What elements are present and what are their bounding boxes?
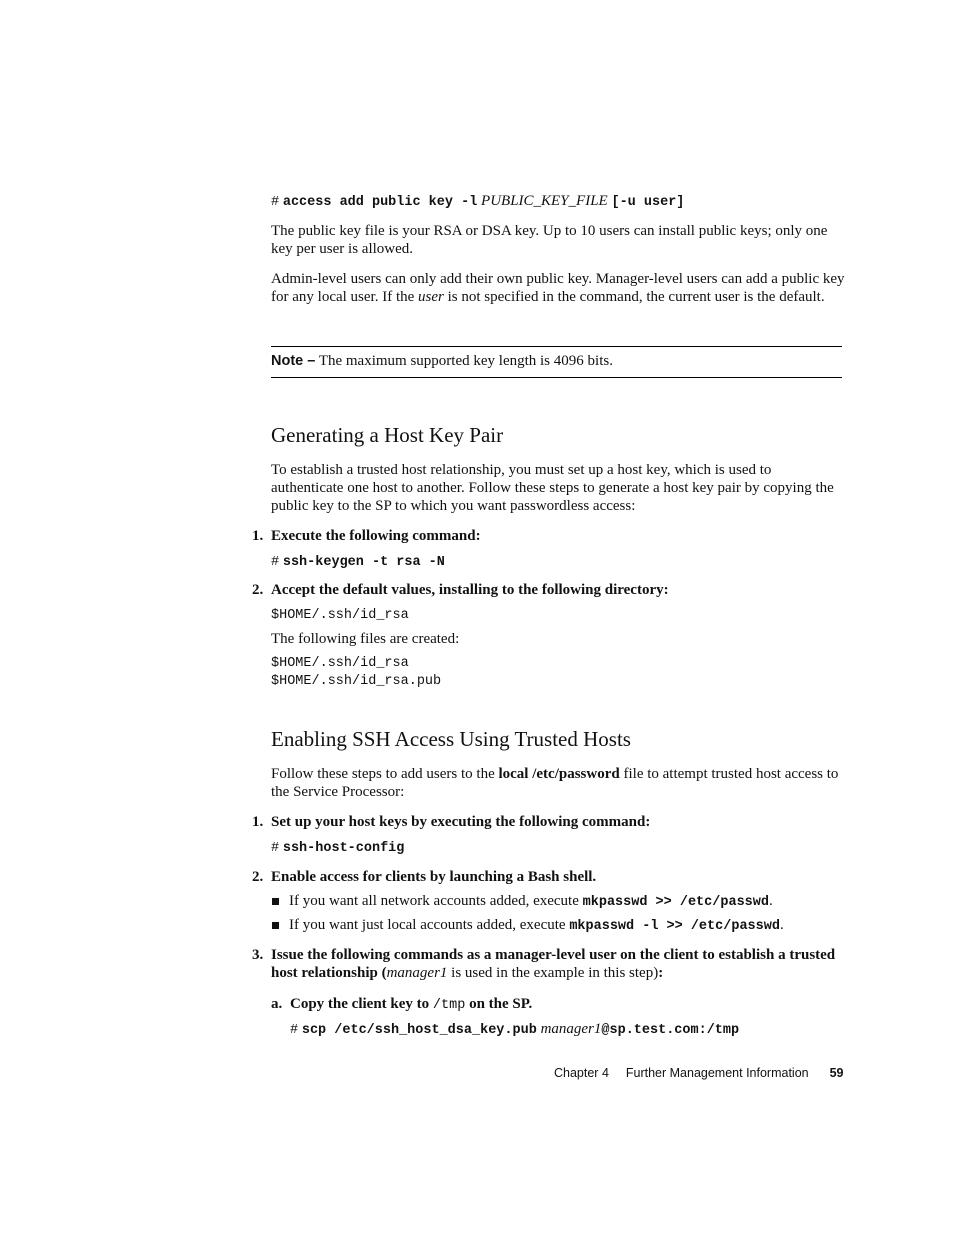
text: is used in the example in this step) bbox=[451, 965, 659, 981]
prompt: # bbox=[290, 1023, 299, 1038]
text: is not specified in the command, the current user is the default. bbox=[447, 289, 825, 305]
command: mkpasswd >> /etc/passwd bbox=[582, 895, 769, 910]
text: If you want just local accounts added, execute bbox=[289, 917, 566, 933]
step-number: 1. bbox=[252, 814, 264, 830]
note bbox=[271, 352, 846, 370]
path: $HOME/.ssh/id_rsa.pub bbox=[271, 674, 442, 689]
section-heading: Generating a Host Key Pair bbox=[271, 423, 504, 447]
footer bbox=[554, 1064, 843, 1082]
step-number: 3. bbox=[252, 947, 264, 963]
list-item bbox=[289, 892, 773, 912]
chapter-label: Chapter 4 bbox=[554, 1066, 609, 1080]
step-text: Accept the default values, installing to the following directory: bbox=[271, 582, 669, 598]
command-line bbox=[290, 1020, 739, 1040]
text: file to attempt trusted host access to the Service Processor: bbox=[271, 766, 839, 800]
text: Copy the client key to bbox=[290, 996, 430, 1012]
substep-text bbox=[290, 995, 532, 1015]
page-number: 59 bbox=[829, 1066, 844, 1080]
command: @sp.test.com:/tmp bbox=[601, 1023, 740, 1038]
command-line bbox=[271, 552, 445, 572]
list-item bbox=[289, 916, 784, 936]
text-bold: local /etc/password bbox=[498, 766, 620, 782]
command-option: [-u user] bbox=[611, 195, 685, 210]
text: If you want all network accounts added, execute bbox=[289, 893, 579, 909]
command: access add public key -l bbox=[282, 195, 478, 210]
text: Issue the following commands as a manager-level user on the client to establish a trusted host relationship ( bbox=[271, 947, 836, 981]
text: The following files are created: bbox=[271, 631, 460, 647]
text-italic: manager1 bbox=[386, 965, 448, 981]
text: : bbox=[658, 965, 664, 981]
command-line bbox=[271, 192, 684, 212]
text: Follow these steps to add users to the bbox=[271, 766, 495, 782]
code: /tmp bbox=[432, 998, 466, 1013]
step-number: 2. bbox=[252, 582, 264, 598]
paragraph bbox=[271, 765, 846, 801]
paragraph: The public key file is your RSA or DSA key. Up to 10 users can install public keys; only one key per user is allowed. bbox=[271, 223, 828, 257]
step-text bbox=[271, 946, 843, 982]
bullet-icon bbox=[272, 922, 279, 929]
paragraph bbox=[271, 270, 846, 306]
divider bbox=[271, 346, 842, 347]
chapter-title: Further Management Information bbox=[625, 1066, 809, 1080]
prompt: # bbox=[271, 195, 280, 210]
text-italic: user bbox=[418, 289, 444, 305]
step-text: Enable access for clients by launching a Bash shell. bbox=[271, 869, 597, 885]
text: Admin-level users can only add their own public key. Manager-level users can add a public key for any local user. If the bbox=[271, 271, 845, 305]
command-argument: manager1 bbox=[540, 1021, 602, 1037]
prompt: # bbox=[271, 555, 280, 570]
section-heading: Enabling SSH Access Using Trusted Hosts bbox=[271, 727, 631, 751]
command-line bbox=[271, 838, 404, 858]
paragraph: To establish a trusted host relationship, you must set up a host key, which is used to authenticate one host to another. Follow these steps to generate a host key pair by copying the public key to the SP to which you want passwordless access: bbox=[271, 462, 834, 514]
command: mkpasswd -l >> /etc/passwd bbox=[569, 919, 780, 934]
step-number: 2. bbox=[252, 869, 264, 885]
command-argument: PUBLIC_KEY_FILE bbox=[481, 193, 608, 209]
text: on the SP. bbox=[469, 996, 533, 1012]
step-text: Execute the following command: bbox=[271, 528, 481, 544]
command: scp /etc/ssh_host_dsa_key.pub bbox=[301, 1023, 537, 1038]
text: . bbox=[779, 917, 784, 933]
path: $HOME/.ssh/id_rsa bbox=[271, 608, 409, 623]
command: ssh-host-config bbox=[282, 841, 405, 856]
prompt: # bbox=[271, 841, 280, 856]
step-text: Set up your host keys by executing the following command: bbox=[271, 814, 651, 830]
step-number: 1. bbox=[252, 528, 264, 544]
note-text: The maximum supported key length is 4096 bits. bbox=[318, 353, 613, 369]
divider bbox=[271, 377, 842, 378]
path: $HOME/.ssh/id_rsa bbox=[271, 656, 409, 671]
bullet-icon bbox=[272, 898, 279, 905]
substep-label: a. bbox=[271, 996, 283, 1012]
note-label: Note – bbox=[271, 353, 316, 369]
command: ssh-keygen -t rsa -N bbox=[282, 555, 445, 570]
text: . bbox=[768, 893, 773, 909]
